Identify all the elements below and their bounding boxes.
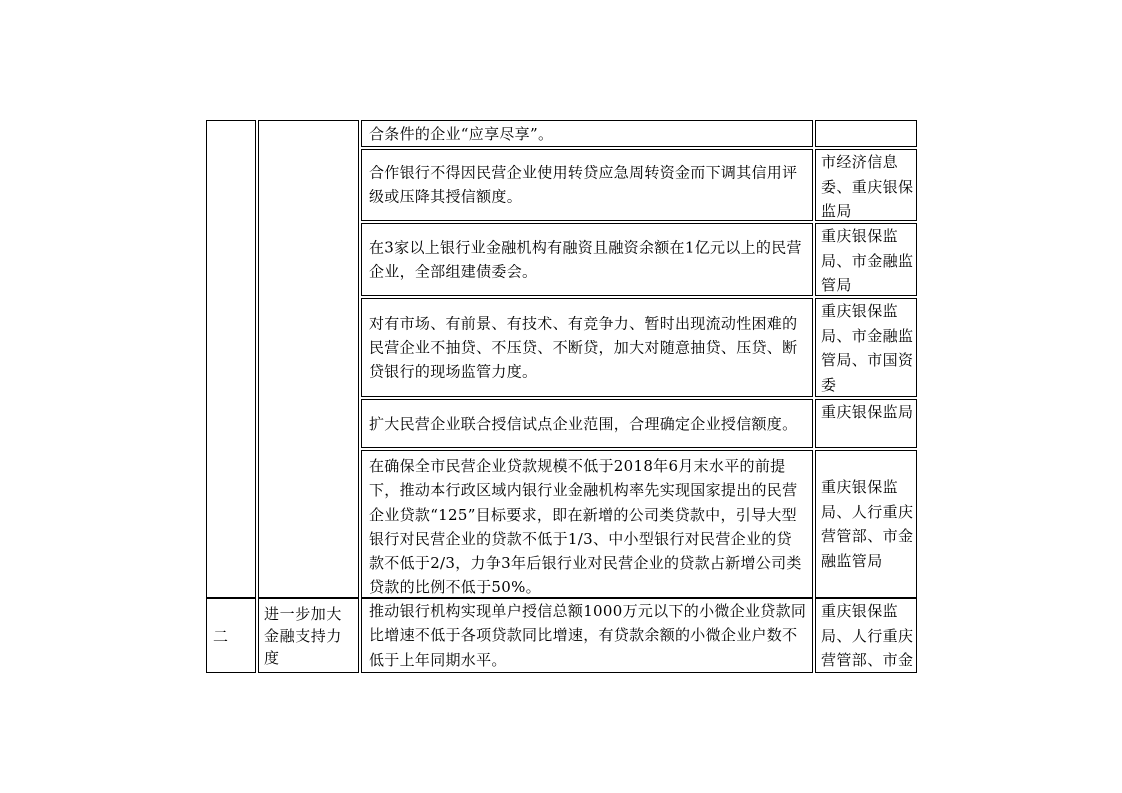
number-cell-continued [206, 120, 256, 598]
category-text: 进一步加大金融支持力度 [264, 604, 343, 667]
table-row-measure [361, 450, 813, 598]
measure-text: 扩大民营企业联合授信试点企业范围，合理确定企业授信额度。 [369, 414, 798, 433]
dept-text: 重庆银保监局 [821, 403, 914, 421]
table-row-measure [361, 149, 813, 221]
dept-text: 重庆银保监局、人行重庆营管部、市金融监管局 [821, 478, 914, 570]
category-cell-continued [258, 120, 359, 598]
table-row-measure [361, 298, 813, 397]
table-row-dept [815, 120, 917, 147]
section-number: 二 [213, 627, 229, 645]
table-row-measure [361, 399, 813, 448]
table-row-dept [815, 598, 917, 673]
measure-text: 在确保全市民营企业贷款规模不低于2018年6月末水平的前提下，推动本行政区域内银行业金融机构率先实现国家提出的民营企业贷款“125”目标要求，即在新增的公司类贷款中，引导大型银行对民营企业的贷款不低于1/3、中小型银行对民营企业的贷款不低于2/3，力争3年后银行业对民营企业的贷款占新增公司类贷款的比例不低于50%。 [369, 457, 802, 597]
measure-text: 合作银行不得因民营企业使用转贷应急周转资金而下调其信用评级或压降其授信额度。 [369, 163, 798, 206]
measure-text: 对有市场、有前景、有技术、有竞争力、暂时出现流动性困难的民营企业不抽贷、不压贷、不断贷，加大对随意抽贷、压贷、断贷银行的现场监管力度。 [369, 314, 798, 381]
table-row-measure [361, 120, 813, 147]
dept-text: 重庆银保监局、市金融监管局、市国资委 [821, 302, 914, 394]
table-row-measure [361, 598, 813, 673]
dept-text: 重庆银保监局、市金融监管局 [821, 227, 914, 294]
measure-text: 合条件的企业“应享尽享”。 [369, 125, 554, 143]
table-row-dept [815, 399, 917, 448]
dept-text: 市经济信息委、重庆银保监局 [821, 153, 914, 220]
measure-text: 推动银行机构实现单户授信总额1000万元以下的小微企业贷款同比增速不低于各项贷款同比增速，有贷款余额的小微企业户数不低于上年同期水平。 [369, 602, 807, 669]
table-row-dept [815, 298, 917, 397]
measure-text: 在3家以上银行业金融机构有融资且融资余额在1亿元以上的民营企业，全部组建债委会。 [369, 238, 802, 281]
table-row-dept [815, 149, 917, 221]
dept-text: 重庆银保监局、人行重庆营管部、市金 [821, 602, 914, 669]
table-row-category [258, 598, 359, 673]
table-row-measure [361, 223, 813, 296]
table-row-dept [815, 450, 917, 598]
table-row-dept [815, 223, 917, 296]
table-row-number [206, 598, 256, 673]
